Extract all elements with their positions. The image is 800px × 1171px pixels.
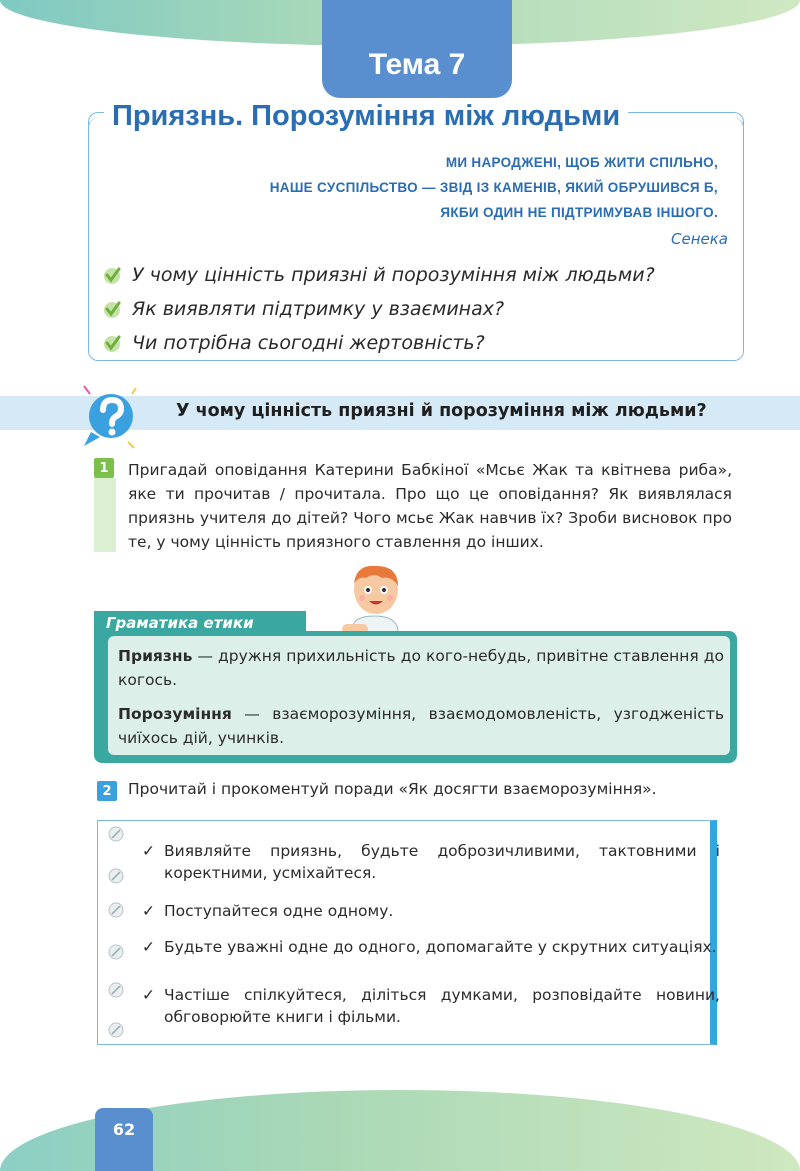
section-heading: У чому цінність приязні й порозуміння між людьми? xyxy=(176,401,707,421)
key-questions-list xyxy=(102,258,655,360)
tip-item xyxy=(142,840,720,884)
check-mark-icon: ✓ xyxy=(142,902,155,920)
key-question xyxy=(102,292,655,326)
definition-term: Порозуміння xyxy=(118,705,232,723)
pin-icon xyxy=(108,944,124,960)
boy-illustration xyxy=(338,560,410,640)
checkmark-icon xyxy=(102,265,122,285)
tip-item xyxy=(142,900,720,922)
key-question xyxy=(102,258,655,292)
pin-icon xyxy=(108,826,124,842)
tip-text: Поступайтеся одне одному. xyxy=(164,902,394,920)
grammar-tab-label: Граматика етики xyxy=(94,611,306,635)
question-mark-icon xyxy=(78,380,148,450)
tip-text: Будьте уважні одне до одного, допомагайте у скрутних ситуаціях. xyxy=(164,938,717,956)
task2-text: Прочитай і прокоментуй поради «Як досягти взаєморозуміння». xyxy=(128,780,657,798)
epigraph-quote xyxy=(270,150,718,225)
checkmark-icon xyxy=(102,299,122,319)
pin-icon xyxy=(108,982,124,998)
topic-label: Тема 7 xyxy=(322,0,512,98)
task-number-2: 2 xyxy=(97,781,117,801)
check-mark-icon: ✓ xyxy=(142,842,155,860)
quote-line: НАШЕ СУСПІЛЬСТВО — ЗВІД ІЗ КАМЕНІВ, ЯКИЙ ОБРУШИВСЯ Б, xyxy=(269,180,718,195)
check-mark-icon: ✓ xyxy=(142,986,155,1004)
pin-icon xyxy=(108,868,124,884)
tip-item xyxy=(142,984,720,1028)
pin-icon xyxy=(108,1022,124,1038)
quote-author: Сенека xyxy=(671,230,728,248)
key-question-text: У чому цінність приязні й порозуміння між людьми? xyxy=(132,264,655,286)
definition-text: — взаєморозуміння, взаємодомовленість, узгодженість чиїхось дій, учинків. xyxy=(118,705,724,747)
task1-side-bar xyxy=(94,478,116,552)
definition-term: Приязнь xyxy=(118,647,193,665)
tip-text: Виявляйте приязнь, будьте доброзичливими, тактовними і коректними, усміхайтеся. xyxy=(164,842,720,882)
key-question xyxy=(102,326,655,360)
pin-icon xyxy=(108,902,124,918)
tip-text: Частіше спілкуйтеся, діліться думками, розповідайте новини, обговорюйте книги і фільми. xyxy=(164,986,720,1026)
page-number: 62 xyxy=(95,1108,153,1171)
definition-2 xyxy=(118,702,724,750)
theme-title: Приязнь. Порозуміння між людьми xyxy=(104,100,628,133)
check-mark-icon: ✓ xyxy=(142,938,155,956)
key-question-text: Чи потрібна сьогодні жертовність? xyxy=(132,332,485,354)
tip-item xyxy=(142,936,720,958)
checkmark-icon xyxy=(102,333,122,353)
key-question-text: Як виявляти підтримку у взаєминах? xyxy=(132,298,505,320)
task1-text: Пригадай оповідання Катерини Бабкіної «Мсьє Жак та квітнева риба», яке ти прочитав / прочитала. Про що це оповідання? Як виявлялася приязнь учителя до дітей? Чого мсьє Жак навчив їх? Зроби висновок про те, у чому цінність приязного ставлення до інших. xyxy=(128,461,732,551)
definition-1 xyxy=(118,644,724,692)
definition-text: — дружня прихильність до кого-небудь, привітне ставлення до когось. xyxy=(118,647,724,689)
task-number-1: 1 xyxy=(94,458,114,478)
quote-line: МИ НАРОДЖЕНІ, ЩОБ ЖИТИ СПІЛЬНО, xyxy=(445,155,718,170)
quote-line: ЯКБИ ОДИН НЕ ПІДТРИМУВАВ ІНШОГО. xyxy=(440,205,718,220)
